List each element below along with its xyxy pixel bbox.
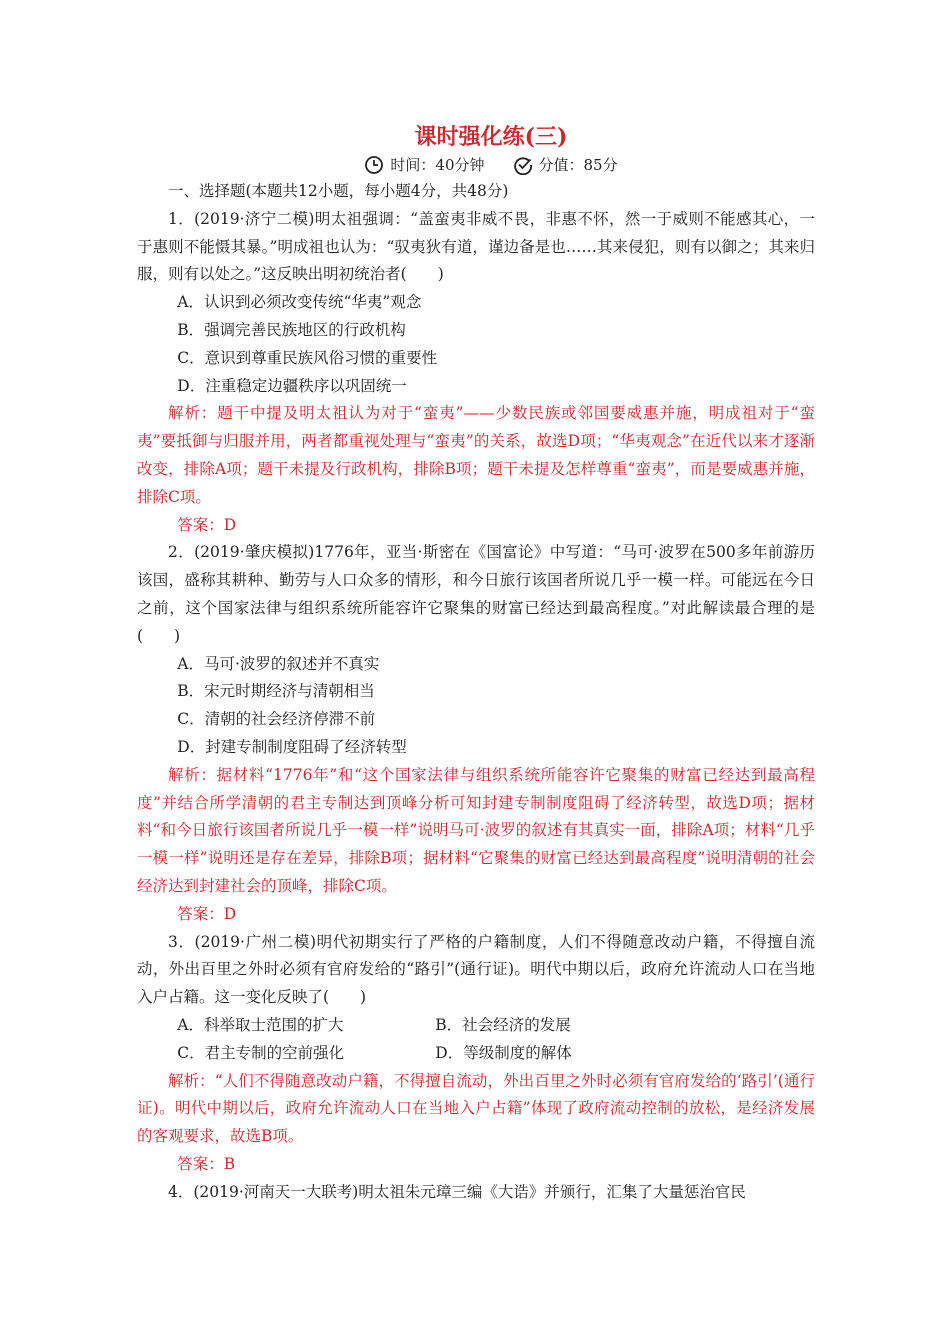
time-label: 时间：40分钟 — [390, 156, 485, 174]
clock-icon — [364, 155, 384, 175]
question-stem: 4．(2019·河南天一大联考)明太祖朱元璋三编《大诰》并颁行，汇集了大量惩治官民 — [168, 1182, 746, 1201]
analysis-text: 据材料“1776年”和“这个国家法律与组织系统所能容许它聚集的财富已经达到最高程度”并结合所学清朝的君主专制达到顶峰分析可知封建专制制度阻碍了经济转型，故选D项；据材料“和今日旅行该国者所说几乎一模一样”说明马可·波罗的叙述有其真实一面，排除A项；材料“几乎一模一样”说明还是存在差异，排除B项；据材料“它聚集的财富已经达到最高程度”说明清朝的社会经济达到封建社会的顶峰，排除C项。 — [137, 765, 815, 895]
option: B．强调完善民族地区的行政机构 — [177, 320, 406, 339]
answer: 答案：B — [177, 1154, 236, 1173]
analysis-label: 解析： — [168, 1071, 215, 1090]
exam-meta — [167, 152, 815, 178]
analysis — [137, 762, 815, 901]
option: B．宋元时期经济与清朝相当 — [177, 682, 375, 701]
answer: 答案：D — [177, 904, 237, 923]
analysis-label: 解析： — [168, 404, 218, 423]
option: A．认识到必须改变传统“华夷”观念 — [177, 293, 422, 312]
option: C．君主专制的空前强化 — [177, 1043, 345, 1062]
option-row — [137, 1040, 815, 1068]
score-info — [513, 152, 618, 178]
analysis-label: 解析： — [168, 765, 217, 784]
question-stem: 1．(2019·济宁二模)明太祖强调：“盖蛮夷非威不畏，非惠不怀，然一于威则不能感其心，一于惠则不能慑其暴。”明成祖也认为：“驭夷狄有道，谨边备是也……其来侵犯，则有以御之；其来归服，则有以处之。”这反映出明初统治者( ) — [137, 209, 815, 284]
question-stem: 3．(2019·广州二模)明代初期实行了严格的户籍制度，人们不得随意改动户籍，不得擅自流动，外出百里之外时必须有官府发给的“路引”(通行证)。明代中期以后，政府允许流动人口在当地入户占籍。这一变化反映了( ) — [137, 932, 815, 1007]
analysis-text: 题干中提及明太祖认为对于“蛮夷”——少数民族或邻国要威惠并施，明成祖对于“蛮夷”要抵御与归服并用，两者都重视处理与“蛮夷”的关系，故选D项；“华夷观念”在近代以来才逐渐改变，排除A项；题干未提及行政机构，排除B项；题干未提及怎样尊重“蛮夷”，而是要威惠并施，排除C项。 — [137, 404, 815, 506]
analysis — [137, 400, 815, 511]
check-circle-icon — [513, 155, 533, 175]
score-label: 分值：85分 — [538, 156, 618, 174]
option: C．清朝的社会经济停滞不前 — [177, 710, 376, 729]
document-page — [137, 122, 815, 1206]
answer: 答案：D — [177, 515, 237, 534]
analysis — [137, 1068, 815, 1151]
analysis-text: “人们不得随意改动户籍，不得擅自流动，外出百里之外时必须有官府发给的‘路引’(通行证)。明代中期以后，政府允许流动人口在当地入户占籍”体现了政府流动控制的放松，是经济发展的客观要求，故选B项。 — [137, 1071, 815, 1146]
option: A．马可·波罗的叙述并不真实 — [177, 654, 380, 673]
option: D．等级制度的解体 — [435, 1043, 572, 1062]
option: A．科举取士范围的扩大 — [177, 1015, 344, 1034]
time-info — [364, 152, 484, 178]
page-title: 课时强化练(三) — [414, 124, 568, 150]
question-stem: 2．(2019·肇庆模拟)1776年，亚当·斯密在《国富论》中写道：“马可·波罗在500多年前游历该国，盛称其耕种、勤劳与人口众多的情形，和今日旅行该国者所说几乎一模一样。可能远在今日之前，这个国家法律与组织系统所能容许它聚集的财富已经达到最高程度。”对此解读最合理的是( ) — [137, 543, 815, 645]
section-title: 一、选择题(本题共12小题，每小题4分，共48分) — [168, 182, 509, 200]
option: D．注重稳定边疆秩序以巩固统一 — [177, 376, 407, 395]
option: D．封建专制制度阻碍了经济转型 — [177, 737, 407, 756]
option: C．意识到尊重民族风俗习惯的重要性 — [177, 348, 438, 367]
option-row — [137, 1012, 815, 1040]
option: B．社会经济的发展 — [435, 1015, 571, 1034]
